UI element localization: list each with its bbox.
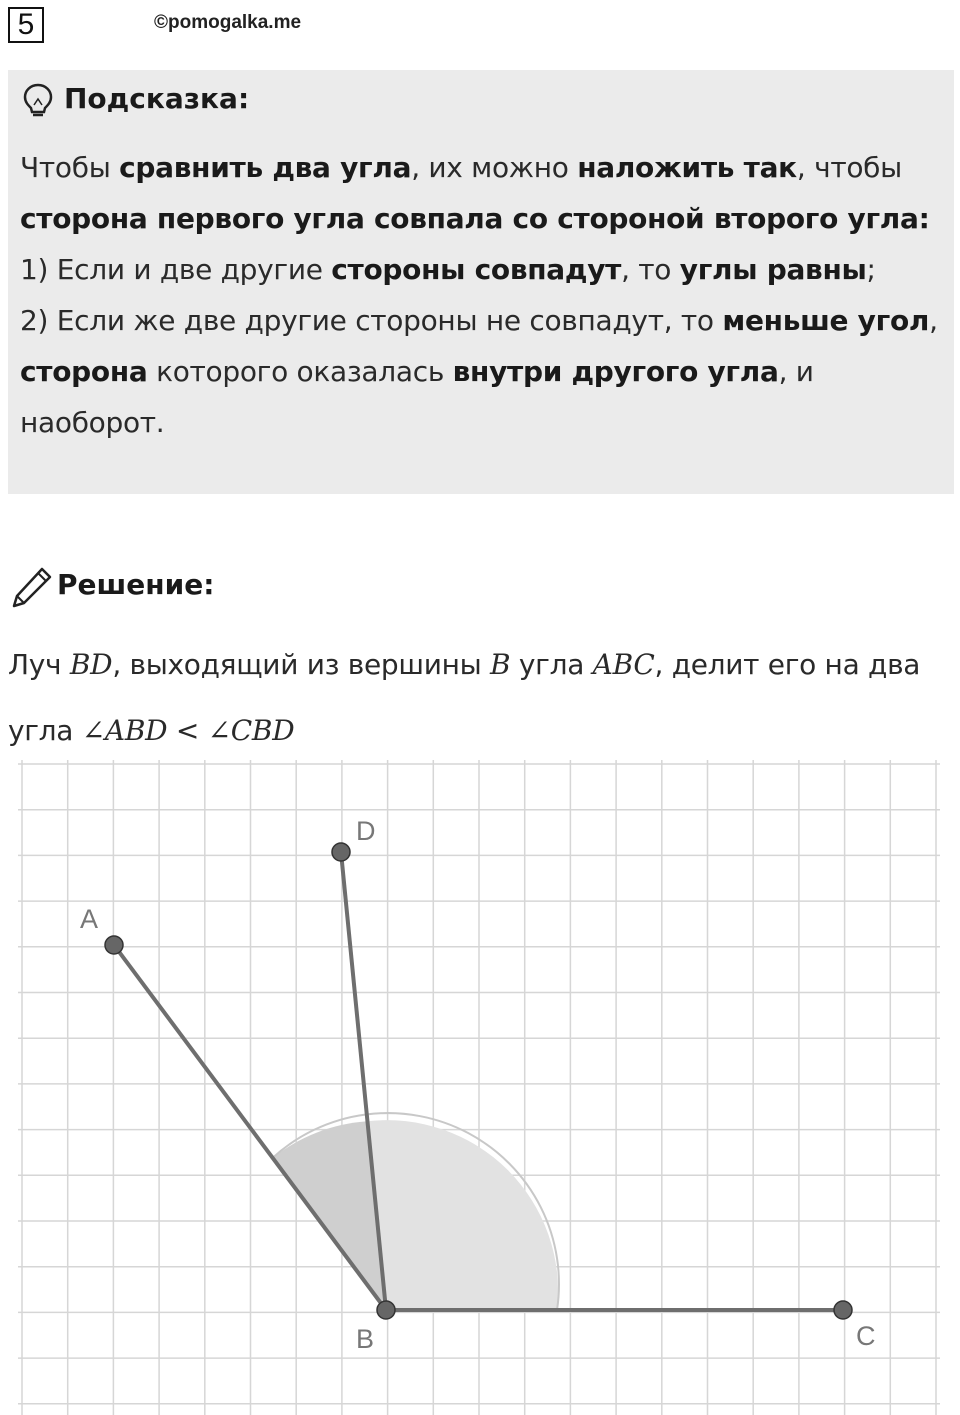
hint-bold-part: сравнить два угла <box>119 151 412 184</box>
solution-text-part: < <box>167 714 208 747</box>
hint-bold-part: наложить так <box>577 151 797 184</box>
solution-text-part: Луч <box>8 648 70 681</box>
hint-bold-part: меньше угол <box>722 304 930 337</box>
lightbulb-icon <box>22 83 54 124</box>
hint-title: Подсказка: <box>64 82 250 115</box>
label-c: C <box>856 1321 876 1351</box>
label-d: D <box>356 816 376 846</box>
hint-text-part: , чтобы <box>796 151 902 184</box>
hint-text-part: Чтобы <box>20 151 120 184</box>
math-angle-cbd: ∠CBD <box>207 714 295 747</box>
hint-text-part: 2) Если же две другие стороны не совпадут, то <box>20 304 723 337</box>
math-angle-abc: ABC <box>592 648 655 681</box>
hint-text-part: , их можно <box>411 151 578 184</box>
task-number: 5 <box>8 7 44 43</box>
hint-bold-part: сторона первого угла совпала со стороной второго угла: <box>20 202 930 235</box>
solution-text <box>8 632 948 764</box>
solution-title: Решение: <box>57 568 215 601</box>
angle-cbd-arc <box>367 1120 558 1310</box>
point-b <box>377 1301 395 1319</box>
pencil-icon <box>10 565 54 614</box>
solution-text-part: , выходящий из вершины <box>112 648 491 681</box>
hint-bold-part: сторона <box>20 355 148 388</box>
math-ray-bd: BD <box>69 648 113 681</box>
math-vertex-b: B <box>490 648 511 681</box>
solution-text-part: , делит его на два угла <box>8 648 921 747</box>
hint-bold-part: углы равны <box>679 253 867 286</box>
hint-text-part: 1) Если и две другие <box>20 253 332 286</box>
label-a: A <box>80 904 99 934</box>
copyright: ©pomogalka.me <box>154 12 302 33</box>
hint-bold-part: внутри другого угла <box>452 355 779 388</box>
point-d <box>332 843 350 861</box>
hint-bold-part: стороны совпадут <box>331 253 622 286</box>
geometry-figure <box>0 760 960 1415</box>
point-c <box>834 1301 852 1319</box>
point-a <box>105 936 123 954</box>
hint-box <box>8 70 954 494</box>
hint-text-part: , то <box>621 253 680 286</box>
hint-text-part: ; <box>866 253 876 286</box>
math-angle-abd: ∠ABD <box>81 714 168 747</box>
hint-text <box>20 142 940 448</box>
hint-text-part: которого оказалась <box>147 355 453 388</box>
hint-text-part: , и наоборот. <box>20 355 814 439</box>
grid <box>18 760 940 1415</box>
solution-text-part: угла <box>510 648 593 681</box>
hint-text-part: , <box>929 304 938 337</box>
label-b: B <box>356 1324 375 1354</box>
